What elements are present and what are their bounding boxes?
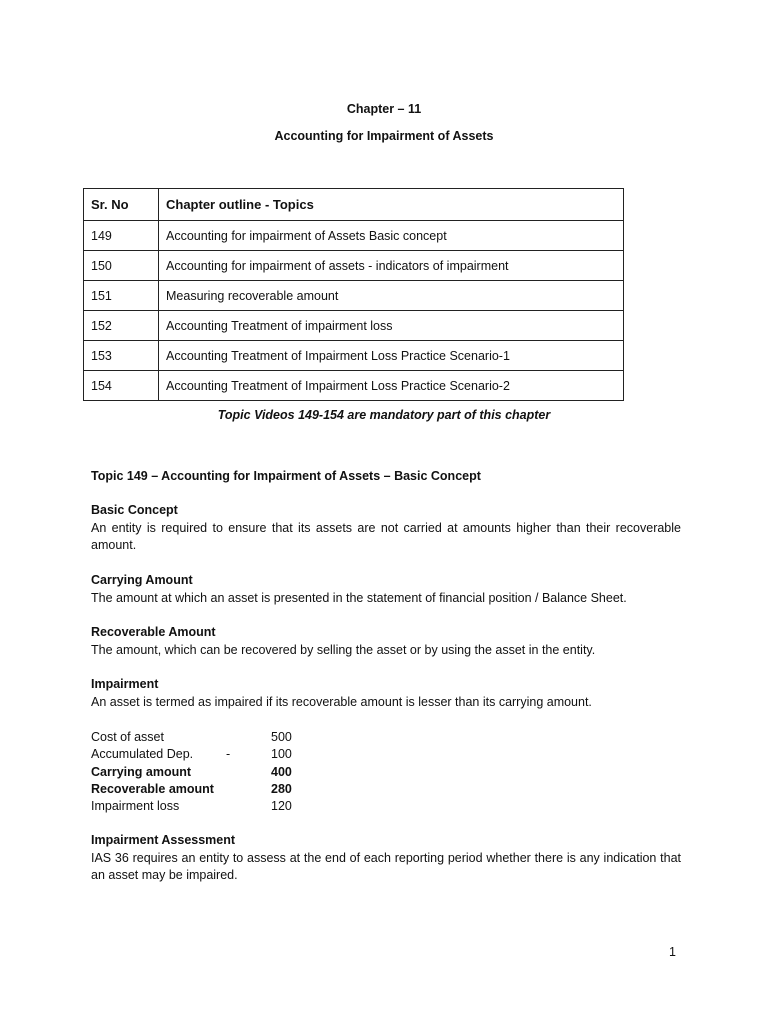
calc-label: Impairment loss <box>91 799 180 814</box>
row-topic: Accounting Treatment of Impairment Loss Practice Scenario-1 <box>159 341 624 371</box>
section-carrying-amount <box>91 572 681 607</box>
section-text: An asset is termed as impaired if its recoverable amount is lesser than its carrying amount. <box>91 694 592 709</box>
section-recoverable-amount <box>91 624 681 659</box>
calc-label: Carrying amount <box>91 764 192 779</box>
section-heading: Recoverable Amount <box>91 625 216 639</box>
table-row <box>84 281 624 311</box>
row-number: 150 <box>84 251 159 281</box>
chapter-outline-table <box>83 188 624 401</box>
table-header-row <box>84 189 624 221</box>
table-row <box>84 371 624 401</box>
row-topic: Accounting Treatment of Impairment Loss Practice Scenario-2 <box>159 371 624 401</box>
calc-operator: - <box>226 747 231 762</box>
calc-value: 120 <box>271 799 292 814</box>
calc-value: 280 <box>271 781 292 796</box>
row-topic: Accounting for impairment of assets - indicators of impairment <box>159 251 624 281</box>
row-number: 149 <box>84 221 159 251</box>
section-heading: Basic Concept <box>91 503 178 517</box>
section-impairment <box>91 676 681 711</box>
section-text: The amount, which can be recovered by selling the asset or by using the asset in the entity. <box>91 642 596 657</box>
table-row <box>84 311 624 341</box>
chapter-number: Chapter – 11 <box>346 102 422 116</box>
header-topics: Chapter outline - Topics <box>159 189 624 221</box>
chapter-title: Accounting for Impairment of Assets <box>274 129 494 143</box>
page-number: 1 <box>669 945 676 959</box>
section-impairment-assessment <box>91 832 681 885</box>
section-heading: Impairment Assessment <box>91 833 236 847</box>
table-row <box>84 221 624 251</box>
calc-label: Accumulated Dep. <box>91 747 194 762</box>
section-text: The amount at which an asset is presented in the statement of financial position / Balance Sheet. <box>91 590 627 605</box>
row-number: 154 <box>84 371 159 401</box>
section-heading: Carrying Amount <box>91 573 193 587</box>
table-row <box>84 341 624 371</box>
calc-value: 100 <box>271 747 292 762</box>
calc-value: 500 <box>271 730 292 744</box>
calc-value: 400 <box>271 764 292 779</box>
row-number: 151 <box>84 281 159 311</box>
calc-label: Recoverable amount <box>91 781 214 796</box>
header-sr-no: Sr. No <box>84 189 159 221</box>
section-heading: Impairment <box>91 677 159 691</box>
topic-heading: Topic 149 – Accounting for Impairment of Assets – Basic Concept <box>91 469 481 483</box>
row-topic: Accounting for impairment of Assets Basic concept <box>159 221 624 251</box>
table-row <box>84 251 624 281</box>
section-basic-concept <box>91 502 681 555</box>
row-topic: Measuring recoverable amount <box>159 281 624 311</box>
mandatory-note: Topic Videos 149-154 are mandatory part of this chapter <box>217 408 551 422</box>
calc-label: Cost of asset <box>91 730 164 744</box>
row-number: 152 <box>84 311 159 341</box>
section-text: IAS 36 requires an entity to assess at the end of each reporting period whether there is any indication that an asset may be impaired. <box>91 850 681 882</box>
row-topic: Accounting Treatment of impairment loss <box>159 311 624 341</box>
section-text: An entity is required to ensure that its assets are not carried at amounts higher than their recoverable amount. <box>91 520 681 552</box>
row-number: 153 <box>84 341 159 371</box>
